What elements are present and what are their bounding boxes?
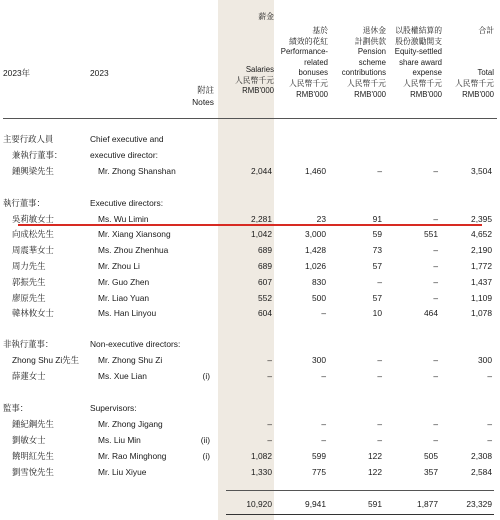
header-bonuses: 基於 績效的花紅 Performance- related bonuses 人民幣千元 RMB'000 <box>280 26 328 99</box>
name-zh: 周力先生 <box>12 261 46 271</box>
cell-salaries: – <box>267 435 272 445</box>
cell-salaries: 1,330 <box>251 467 272 477</box>
section-title-en: Supervisors: <box>90 403 137 413</box>
section-title-zh: 主要行政人員 <box>3 134 54 144</box>
name-en: Ms. Wu Limin <box>98 214 149 224</box>
note-ref: (ii) <box>200 435 210 445</box>
header-year-en: 2023 <box>90 68 109 78</box>
cell-salaries: – <box>267 419 272 429</box>
section-title-en: Executive directors: <box>90 198 164 208</box>
cell-bonuses: – <box>321 308 326 318</box>
name-en: Mr. Zhong Jigang <box>98 419 163 429</box>
cell-total: 300 <box>478 355 492 365</box>
cell-pension: – <box>377 435 382 445</box>
cell-pension: 59 <box>372 229 382 239</box>
cell-total: 2,584 <box>471 467 492 477</box>
name-en: Mr. Guo Zhen <box>98 277 150 287</box>
cell-equity: 505 <box>424 451 438 461</box>
cell-total: 1,109 <box>471 293 492 303</box>
cell-total: 1,437 <box>471 277 492 287</box>
section-title-zh: 執行董事： <box>3 198 45 208</box>
cell-bonuses: 3,000 <box>305 229 326 239</box>
cell-salaries: 689 <box>258 245 272 255</box>
section-subtitle-zh: 兼執行董事： <box>12 150 63 160</box>
cell-bonuses: 1,428 <box>305 245 326 255</box>
section-title-en: Non-executive directors: <box>90 339 181 349</box>
cell-pension: 122 <box>368 451 382 461</box>
cell-total: – <box>487 435 492 445</box>
section-title-zh: 監事： <box>3 403 29 413</box>
cell-total: 2,190 <box>471 245 492 255</box>
total-bonuses: 9,941 <box>305 499 326 509</box>
cell-pension: – <box>377 355 382 365</box>
total-grand: 23,329 <box>466 499 492 509</box>
cell-bonuses: 830 <box>312 277 326 287</box>
cell-total: 4,652 <box>471 229 492 239</box>
name-zh: 薛蓮女士 <box>12 371 46 381</box>
name-zh: 廖原先生 <box>12 293 46 303</box>
total-salaries: 10,920 <box>246 499 272 509</box>
cell-equity: 464 <box>424 308 438 318</box>
total-rule-bottom <box>226 514 494 515</box>
name-zh: 郭振先生 <box>12 277 46 287</box>
cell-pension: 10 <box>372 308 382 318</box>
cell-equity: – <box>433 371 438 381</box>
name-zh: 吳莉敏女士 <box>12 214 54 224</box>
header-total: 合計 Total 人民幣千元 RMB'000 <box>455 26 494 99</box>
name-en: Mr. Zhong Shu Zi <box>98 355 163 365</box>
cell-equity: – <box>433 355 438 365</box>
header-notes-en: Notes <box>192 97 214 107</box>
cell-salaries: 689 <box>258 261 272 271</box>
total-equity: 1,877 <box>417 499 438 509</box>
cell-pension: 73 <box>372 245 382 255</box>
cell-bonuses: 1,026 <box>305 261 326 271</box>
cell-total: 2,395 <box>471 214 492 224</box>
cell-salaries: 1,082 <box>251 451 272 461</box>
cell-bonuses: 775 <box>312 467 326 477</box>
cell-total: 1,772 <box>471 261 492 271</box>
cell-total: 2,308 <box>471 451 492 461</box>
name-en: Mr. Xiang Xiansong <box>98 229 171 239</box>
header-rule <box>3 118 497 119</box>
cell-bonuses: – <box>321 435 326 445</box>
cell-salaries: 2,044 <box>251 166 272 176</box>
name-zh: 劉雪悅先生 <box>12 467 54 477</box>
name-zh: 周震華女士 <box>12 245 54 255</box>
cell-salaries: 552 <box>258 293 272 303</box>
name-zh: 劉敏女士 <box>12 435 46 445</box>
cell-salaries: 604 <box>258 308 272 318</box>
header-year-zh: 2023年 <box>3 68 31 78</box>
cell-total: 1,078 <box>471 308 492 318</box>
cell-equity: – <box>433 261 438 271</box>
cell-pension: – <box>377 371 382 381</box>
name-en: Mr. Zhong Shanshan <box>98 166 176 176</box>
header-notes-zh: 附註 <box>197 85 214 95</box>
cell-bonuses: 1,460 <box>305 166 326 176</box>
cell-equity: – <box>433 166 438 176</box>
cell-total: – <box>487 371 492 381</box>
cell-equity: 357 <box>424 467 438 477</box>
name-en: Ms. Han Linyou <box>98 308 157 318</box>
cell-pension: – <box>377 277 382 287</box>
name-en: Mr. Liu Xiyue <box>98 467 147 477</box>
cell-pension: 122 <box>368 467 382 477</box>
cell-equity: – <box>433 293 438 303</box>
cell-equity: – <box>433 277 438 287</box>
name-en: Mr. Liao Yuan <box>98 293 150 303</box>
cell-equity: – <box>433 214 438 224</box>
name-zh: 鍾紀鋼先生 <box>12 419 54 429</box>
cell-salaries: – <box>267 371 272 381</box>
cell-salaries: 607 <box>258 277 272 287</box>
header-equity: 以股權結算的 股份激勵開支 Equity-settled share award expense 人民幣千元 RMB'000 <box>394 26 442 99</box>
cell-bonuses: 500 <box>312 293 326 303</box>
name-zh: 韓林攸女士 <box>12 308 54 318</box>
cell-pension: 91 <box>372 214 382 224</box>
cell-equity: 551 <box>424 229 438 239</box>
section-subtitle-en: executive director: <box>90 150 158 160</box>
header-pension: 退休金 計劃供款 Pension scheme contributions 人民幣千元 RMB'000 <box>341 26 386 99</box>
cell-total: – <box>487 419 492 429</box>
header-salaries: 薪金 Salaries 人民幣千元 RMB'000 <box>235 12 274 96</box>
cell-pension: – <box>377 166 382 176</box>
note-ref: (i) <box>202 371 210 381</box>
cell-total: 3,504 <box>471 166 492 176</box>
cell-salaries: – <box>267 355 272 365</box>
cell-salaries: 2,281 <box>251 214 272 224</box>
total-rule-top <box>226 490 494 491</box>
name-zh: Zhong Shu Zi先生 <box>12 355 80 365</box>
section-title-zh: 非執行董事： <box>3 339 54 349</box>
cell-equity: – <box>433 419 438 429</box>
name-en: Mr. Rao Minghong <box>98 451 167 461</box>
cell-pension: – <box>377 419 382 429</box>
cell-pension: 57 <box>372 261 382 271</box>
cell-salaries: 1,042 <box>251 229 272 239</box>
cell-pension: 57 <box>372 293 382 303</box>
section-title-en: Chief executive and <box>90 134 164 144</box>
name-en: Ms. Zhou Zhenhua <box>98 245 169 255</box>
cell-equity: – <box>433 245 438 255</box>
name-en: Ms. Xue Lian <box>98 371 147 381</box>
cell-bonuses: 23 <box>316 214 326 224</box>
cell-bonuses: 599 <box>312 451 326 461</box>
total-pension: 591 <box>368 499 382 509</box>
note-ref: (i) <box>202 451 210 461</box>
cell-bonuses: – <box>321 419 326 429</box>
cell-bonuses: 300 <box>312 355 326 365</box>
name-zh: 饒明紅先生 <box>12 451 54 461</box>
cell-equity: – <box>433 435 438 445</box>
name-en: Mr. Zhou Li <box>98 261 140 271</box>
name-zh: 向成松先生 <box>12 229 54 239</box>
highlight-underline <box>18 224 482 226</box>
cell-bonuses: – <box>321 371 326 381</box>
name-en: Ms. Liu Min <box>98 435 141 445</box>
name-zh: 鍾興梁先生 <box>12 166 54 176</box>
